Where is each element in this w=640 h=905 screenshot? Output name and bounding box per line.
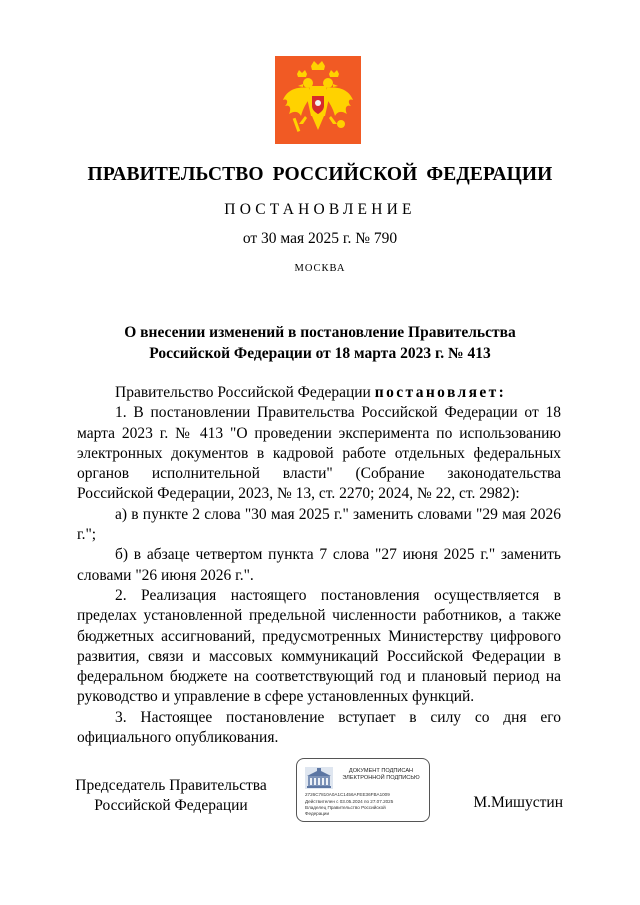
signatory-name: М.Мишустин xyxy=(473,794,563,811)
city-name: МОСКВА xyxy=(294,263,346,274)
document-body xyxy=(77,383,561,748)
position-line-2: Российской Федерации xyxy=(94,797,248,814)
electronic-signature-stamp xyxy=(296,758,430,822)
coat-of-arms-icon xyxy=(275,56,361,144)
preamble xyxy=(77,383,561,403)
government-building-icon xyxy=(305,767,333,789)
stamp-title xyxy=(335,768,427,782)
position-line-1: Председатель Правительства xyxy=(75,777,267,794)
document-type: ПОСТАНОВЛЕНИЕ xyxy=(224,201,416,218)
paragraph-3: 3. Настоящее постановление вступает в силу со дня его официального опубликования. xyxy=(77,708,561,747)
paragraph-1b: б) в абзаце четвертом пункта 7 слова "27 июня 2025 г." заменить словами "26 июня 2026 г.". xyxy=(77,546,561,584)
preamble-decree-word: постановляет: xyxy=(374,384,507,401)
government-title: ПРАВИТЕЛЬСТВО РОССИЙСКОЙ ФЕДЕРАЦИИ xyxy=(87,164,553,185)
stamp-title-line-1: ДОКУМЕНТ ПОДПИСАН xyxy=(348,768,414,774)
paragraph-2: 2. Реализация настоящего постановления осуществляется в пределах установленной предельной численности работников, а также бюджетных ассигнований, предусмотренных Министерству цифрового развития, связи и массовых коммуникаций Российской Федерации в федеральном бюджете на соответствующий год и плановый период на руководство и управление в сфере установленных функций. xyxy=(77,586,561,706)
certificate-owner-line-1: Владелец Правительство Российской xyxy=(305,805,386,810)
subject-line-1: О внесении изменений в постановление Правительства xyxy=(124,324,516,341)
subject-line-2: Российской Федерации от 18 марта 2023 г. № 413 xyxy=(149,344,491,362)
preamble-text: Правительство Российской Федерации xyxy=(115,384,375,401)
document-subject xyxy=(80,323,560,364)
document-date-number: от 30 мая 2025 г. № 790 xyxy=(242,230,398,247)
certificate-validity: Действителен с 03.05.2024 по 27.07.2025 xyxy=(305,799,394,804)
paragraph-1a: а) в пункте 2 слова "30 мая 2025 г." заменить словами "29 мая 2026 г."; xyxy=(77,505,561,544)
paragraph-1: 1. В постановлении Правительства Российской Федерации от 18 марта 2023 г. № 413 "О проведении эксперимента по использованию электронных документов в кадровой работе отдельных федеральных органов исполнительной власти" (Собрание законодательства Российской Федерации, 2023, № 13, ст. 2270; 2024, № 22, ст. 2982): xyxy=(77,404,561,503)
signatory-position xyxy=(60,776,282,816)
certificate-owner-line-2: Федерации xyxy=(305,811,330,816)
stamp-title-line-2: ЭЛЕКТРОННОЙ ПОДПИСЬЮ xyxy=(342,774,420,781)
certificate-serial: 2726C7810A0A1C1456AFEE36FBA1009 xyxy=(305,792,390,797)
